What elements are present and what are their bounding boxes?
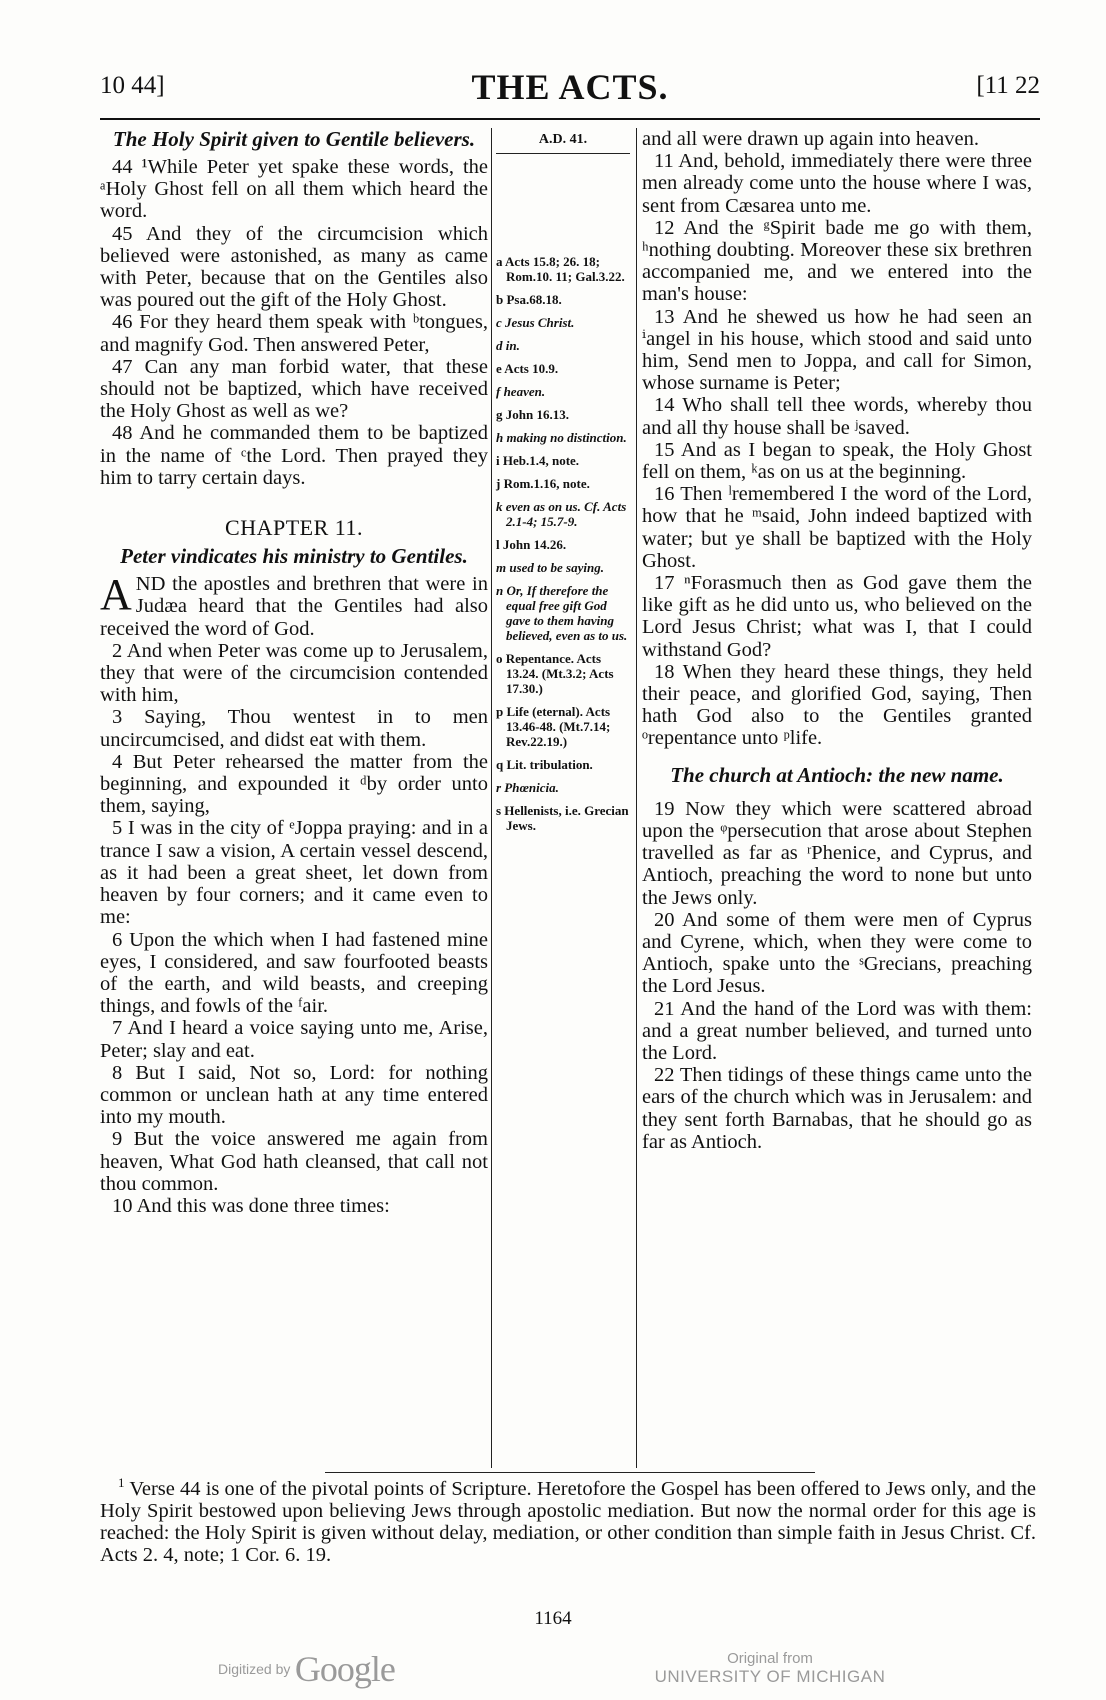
verse: 8 But I said, Not so, Lord: for nothing common or unclean hath at any time entered into my mouth. — [100, 1061, 488, 1129]
verse: 47 Can any man forbid water, that these should not be baptized, which have received the Holy Ghost as well as we? — [100, 355, 488, 423]
verse: 7 And I heard a voice saying unto me, Arise, Peter; slay and eat. — [100, 1017, 488, 1062]
verse-11-1 — [100, 570, 488, 640]
section-title-church-antioch: The church at Antioch: the new name. — [670, 762, 1004, 787]
verse: 20 And some of them were men of Cyprus and Cyrene, which, when they were come to Antioch, spake unto the ˢGrecians, preaching the Lord Jesus. — [642, 908, 1032, 998]
verse: 3 Saying, Thou wentest in to men uncircumcised, and didst eat with them. — [100, 706, 488, 751]
verse: 44 ¹While Peter yet spake these words, the ᵃHoly Ghost fell on all them which heard the word. — [100, 156, 488, 223]
verses-11-19-22 — [642, 798, 1032, 1153]
source-watermark — [640, 1650, 900, 1687]
date-marker: A.D. 41. — [496, 128, 630, 154]
verse: 18 When they heard these things, they held their peace, and glorified God, saying, Then hath God also to the Gentiles granted ᵒrepentance unto ᵖlife. — [642, 660, 1032, 750]
verse: 2 And when Peter was come up to Jerusalem, they that were of the circumcision contended with him, — [100, 639, 488, 707]
verse: 12 And the ᵍSpirit bade me go with them, ʰnothing doubting. Moreover these six brethren accompanied me, and we entered into the man's house: — [642, 216, 1032, 306]
margin-note: k even as on us. Cf. Acts 2.1-4; 15.7-9. — [496, 499, 627, 529]
margin-note: c Jesus Christ. — [496, 315, 575, 330]
margin-note: l John 14.26. — [496, 537, 567, 552]
digitized-label: Digitized by — [218, 1661, 291, 1677]
margin-note: i Heb.1.4, note. — [496, 453, 580, 468]
verses-11-10-18 — [642, 128, 1032, 750]
footnote-mark: 1 — [118, 1475, 125, 1491]
page-header — [100, 58, 1040, 106]
margin-note: r Phœnicia. — [496, 780, 559, 795]
verse: 5 I was in the city of ᵉJoppa praying: and in a trance I saw a vision, A certain vessel descend, as it had been a great sheet, let down from heaven by four corners; and it came even to me: — [100, 817, 488, 929]
footnote-text: Verse 44 is one of the pivotal points of Scripture. Heretofore the Gospel has been offered to Jews only, and the Holy Spirit bestowed upon believing Jews through apostolic mediation. But now the normal order for this age is reached: the Holy Spirit is given without delay, mediation, or other condition than simple faith in Jesus Christ. Cf. Acts 2. 4, note; 1 Cor. 6. 19. — [100, 1478, 1036, 1566]
drop-cap: A — [100, 570, 132, 620]
margin-note: e Acts 10.9. — [496, 361, 559, 376]
margin-note: j Rom.1.16, note. — [496, 476, 590, 491]
verse: 15 And as I began to speak, the Holy Ghost fell on them, ᵏas on us at the beginning. — [642, 438, 1032, 484]
verse: 4 But Peter rehearsed the matter from the beginning, and expounded it ᵈby order unto them, saying, — [100, 750, 488, 818]
page-number: 1164 — [534, 1608, 572, 1629]
verse: 48 And he commanded them to be baptized in the name of ᶜthe Lord. Then prayed they him to tarry certain days. — [100, 422, 488, 489]
left-text-column — [100, 128, 488, 1217]
verse: 9 But the voice answered me again from heaven, What God hath cleansed, that call not thou common. — [100, 1128, 488, 1195]
verse: 19 Now they which were scattered abroad upon the ᵠpersecution that arose about Stephen travelled as far as ʳPhenice, and Cyprus, and Antioch, preaching the word to none but unto the Jews only. — [642, 797, 1032, 909]
column-divider-right — [636, 128, 637, 1468]
marginal-references — [496, 128, 630, 841]
margin-note: g John 16.13. — [496, 407, 569, 422]
chapter-heading: CHAPTER 11. — [225, 515, 363, 541]
margin-note: h making no distinction. — [496, 430, 627, 445]
verse: 17 ⁿForasmuch then as God gave them the like gift as he did unto us, who believed on the Lord Jesus Christ; what was I, that I could withstand God? — [642, 572, 1032, 661]
margin-note: b Psa.68.18. — [496, 292, 562, 307]
margin-note: s Hellenists, i.e. Grecian Jews. — [496, 803, 629, 833]
margin-note: d in. — [496, 338, 520, 353]
verse: 45 And they of the circumcision which believed were astonished, as many as came with Peter, because that on the Gentiles also was poured out the gift of the Holy Ghost. — [100, 222, 488, 312]
footnote-rule — [325, 1472, 815, 1473]
verse-11-1-text: ND the apostles and brethren that were in Judæa heard that the Gentiles had also received the word of God. — [100, 573, 488, 640]
section-title-gentile-believers: The Holy Spirit given to Gentile believers. — [112, 127, 476, 151]
verse: 21 And the hand of the Lord was with them: and a great number believed, and turned unto the Lord. — [642, 997, 1032, 1064]
margin-note: q Lit. tribulation. — [496, 757, 593, 772]
running-title: THE ACTS. — [471, 67, 669, 107]
chapter-subtitle: Peter vindicates his ministry to Gentiles. — [120, 544, 468, 569]
margin-note: f heaven. — [496, 384, 546, 399]
footnote — [100, 1475, 1036, 1566]
header-rule — [100, 118, 1040, 120]
margin-note: n Or, If therefore the equal free gift God gave to them having believed, even as to us. — [496, 583, 628, 643]
google-logo: Google — [294, 1649, 395, 1689]
header-right-reference: [11 22 — [976, 72, 1040, 99]
verse: 46 For they heard them speak with ᵇtongues, and magnify God. Then answered Peter, — [100, 311, 488, 356]
margin-note: o Repentance. Acts 13.24. (Mt.3.2; Acts 17.30.) — [496, 651, 614, 696]
verses-10-44-48 — [100, 156, 488, 489]
original-from-label: Original from — [727, 1650, 813, 1667]
verse: 16 Then ˡremembered I the word of the Lord, how that he ᵐsaid, John indeed baptized with water; but ye shall be baptized with the Holy Ghost. — [642, 483, 1032, 572]
column-divider-left — [491, 128, 492, 1468]
right-text-column — [642, 128, 1032, 1153]
verse: 11 And, behold, immediately there were three men already come unto the house where I was, sent from Cæsarea unto me. — [642, 150, 1032, 217]
verse: 13 And he shewed us how he had seen an ⁱangel in his house, which stood and said unto him, Send men to Joppa, and call for Simon, whose surname is Peter; — [642, 305, 1032, 395]
margin-note: m used to be saying. — [496, 560, 604, 575]
verse: 10 And this was done three times: — [112, 1194, 390, 1217]
verse: 14 Who shall tell thee words, whereby thou and all thy house shall be ʲsaved. — [642, 394, 1032, 439]
margin-note: p Life (eternal). Acts 13.46-48. (Mt.7.14; Rev.22.19.) — [496, 704, 611, 749]
header-left-reference: 10 44] — [100, 72, 165, 99]
margin-note: a Acts 15.8; 26. 18; Rom.10. 11; Gal.3.22. — [496, 254, 625, 284]
verse: and all were drawn up again into heaven. — [642, 128, 979, 150]
verses-11-2-10 — [100, 640, 488, 1217]
verse: 6 Upon the which when I had fastened mine eyes, I considered, and saw fourfooted beasts of the earth, and wild beasts, and creeping things, and fowls of the ᶠair. — [100, 928, 488, 1018]
institution-name: UNIVERSITY OF MICHIGAN — [654, 1667, 886, 1686]
verse: 22 Then tidings of these things came unto the ears of the church which was in Jerusalem: and they sent forth Barnabas, that he should go as far as Antioch. — [642, 1064, 1032, 1153]
digitized-watermark — [218, 1648, 395, 1690]
